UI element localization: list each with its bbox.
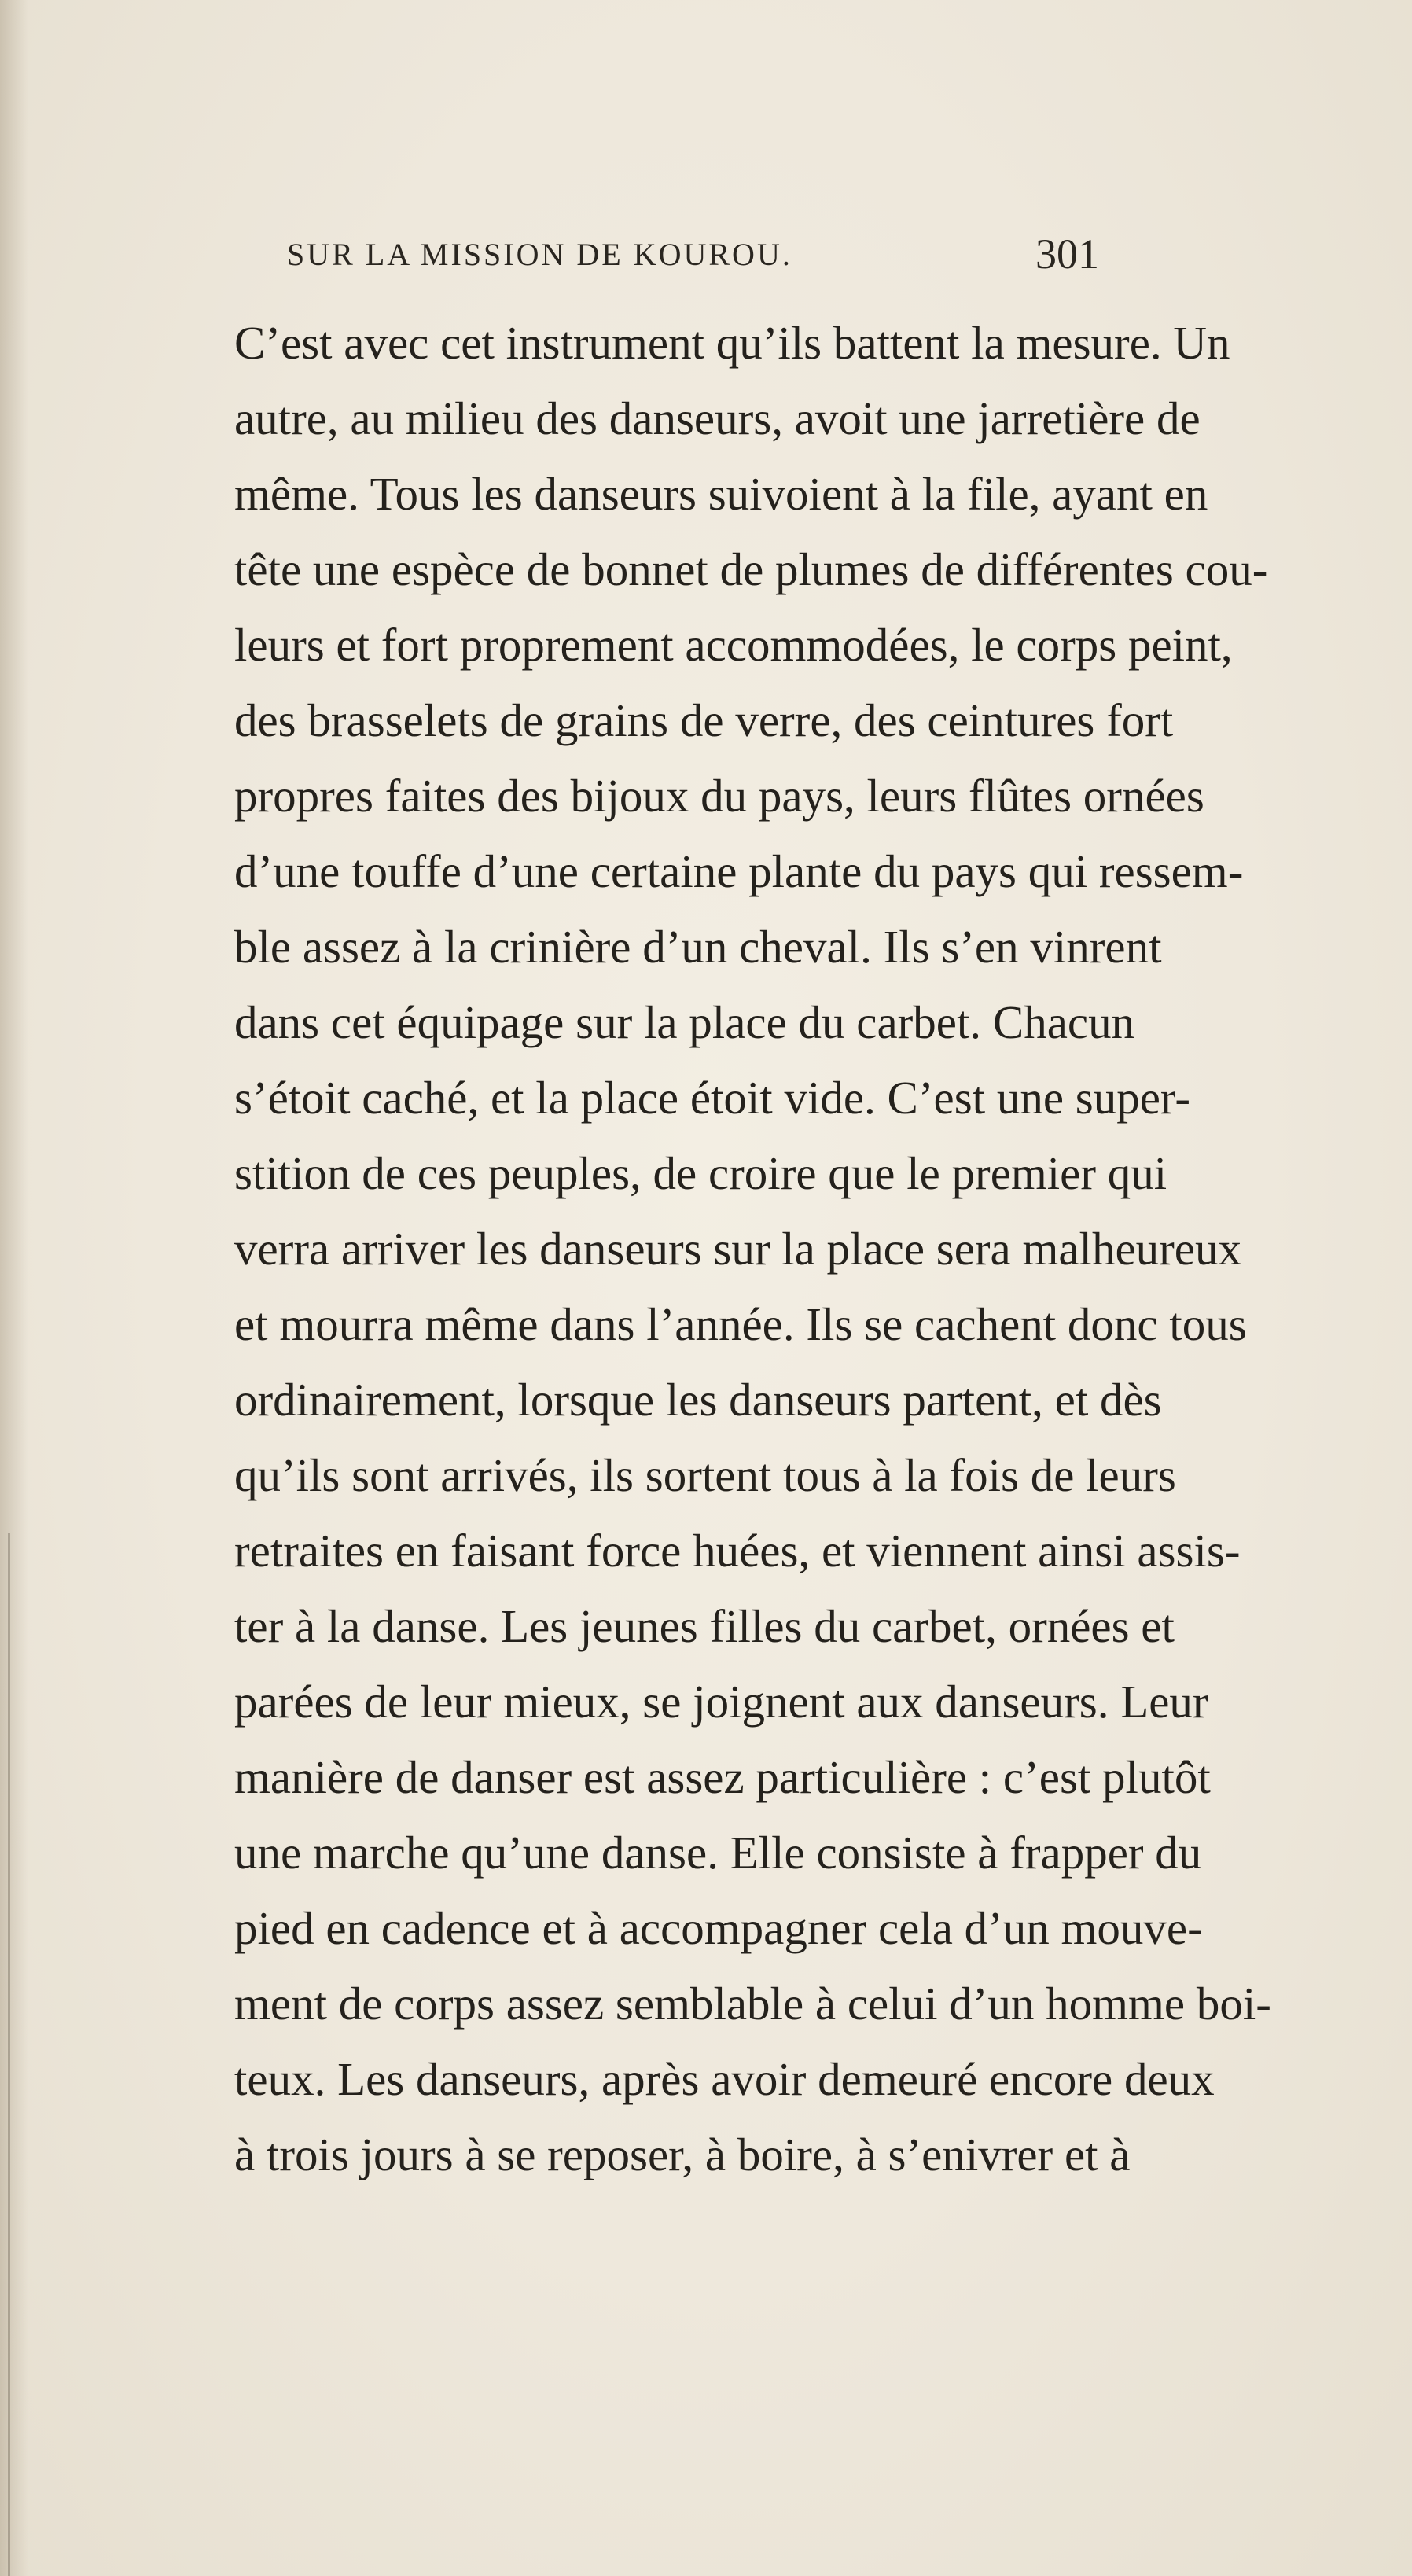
text-line: stition de ces peuples, de croire que le premier qui — [234, 1147, 1167, 1199]
text-line: d’une touffe d’une certaine plante du pays qui ressem- — [234, 845, 1244, 897]
text-line: verra arriver les danseurs sur la place sera malheureux — [234, 1223, 1241, 1275]
text-line: dans cet équipage sur la place du carbet. Chacun — [234, 996, 1135, 1048]
text-line: teux. Les danseurs, après avoir demeuré encore deux — [234, 2053, 1215, 2105]
text-line: manière de danser est assez particulière : c’est plutôt — [234, 1751, 1211, 1803]
page-number: 301 — [1035, 230, 1099, 278]
text-line: ment de corps assez semblable à celui d’un homme boi- — [234, 1978, 1271, 2030]
text-line: tête une espèce de bonnet de plumes de différentes cou- — [234, 543, 1268, 595]
text-line: à trois jours à se reposer, à boire, à s’enivrer et à — [234, 2129, 1131, 2180]
text-line: leurs et fort proprement accommodées, le corps peint, — [234, 619, 1233, 671]
text-line: qu’ils sont arrivés, ils sortent tous à la fois de leurs — [234, 1449, 1176, 1501]
text-line: une marche qu’une danse. Elle consiste à frapper du — [234, 1827, 1202, 1879]
gutter-edge — [8, 1533, 10, 2576]
text-line: ordinairement, lorsque les danseurs partent, et dès — [234, 1374, 1162, 1426]
text-line: ble assez à la crinière d’un cheval. Ils s’en vinrent — [234, 921, 1162, 973]
text-line: des brasselets de grains de verre, des ceintures fort — [234, 694, 1174, 746]
text-line: autre, au milieu des danseurs, avoit une jarretière de — [234, 392, 1201, 444]
text-line: retraites en faisant force huées, et viennent ainsi assis- — [234, 1525, 1241, 1577]
running-head-title: SUR LA MISSION DE KOUROU. — [287, 237, 792, 272]
gutter-shadow — [0, 0, 28, 2576]
text-line: propres faites des bijoux du pays, leurs flûtes ornées — [234, 770, 1204, 822]
text-line: s’étoit caché, et la place étoit vide. C’est une super- — [234, 1072, 1191, 1124]
text-line: parées de leur mieux, se joignent aux danseurs. Leur — [234, 1676, 1208, 1728]
text-line: même. Tous les danseurs suivoient à la file, ayant en — [234, 468, 1208, 520]
text-line: C’est avec cet instrument qu’ils battent la mesure. Un — [234, 317, 1230, 369]
body-text — [234, 305, 1271, 2192]
text-line: pied en cadence et à accompagner cela d’un mouve- — [234, 1902, 1203, 1954]
text-line: ter à la danse. Les jeunes filles du carbet, ornées et — [234, 1600, 1175, 1652]
text-line: et mourra même dans l’année. Ils se cachent donc tous — [234, 1298, 1247, 1350]
